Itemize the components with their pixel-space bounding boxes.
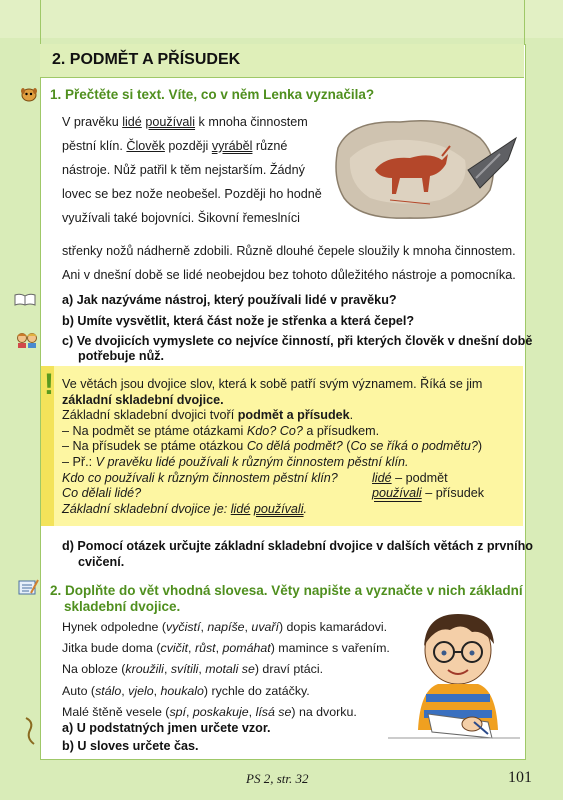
predicate-word: vyráběl xyxy=(211,139,253,153)
verb-option: kroužili xyxy=(125,662,164,677)
cave-painting-stone-image xyxy=(330,108,520,226)
text-fragment: ) mamince s vařením. xyxy=(270,641,390,656)
text-fragment: Jitka bude doma ( xyxy=(62,641,161,656)
boy-writing-image xyxy=(388,610,520,748)
rule-line-1: Ve větách jsou dvojice slov, která k sobě patří svým významem. Říká se jim xyxy=(62,377,483,391)
sentence-2 xyxy=(62,638,390,659)
book-icon xyxy=(14,292,36,306)
text-line-4: lovec se bez nože neobešel. Později ho hodně xyxy=(62,187,322,201)
text-line-6: střenky nožů nádherně zdobili. Různě dlouhé čepele sloužily k mnoha činnostem. xyxy=(62,244,516,258)
text-line-7: Ani v dnešní době se lidé neobejdou bez tohoto důležitého nástroje a pomocníka. xyxy=(62,268,516,282)
verb-option: motali se xyxy=(205,662,255,677)
task2-heading-line1: 2. Doplňte do vět vhodná slovesa. Věty napište a vyznačte v nich základní xyxy=(50,583,523,598)
text-fragment: – Na přísudek se ptáme otázkou xyxy=(62,439,247,454)
dog-icon xyxy=(20,86,38,102)
rule-answer-subject xyxy=(372,471,448,487)
subject-word: lidé xyxy=(122,115,142,129)
text-line-1 xyxy=(62,110,332,134)
question-c-line2: potřebuje nůž. xyxy=(78,349,165,363)
workbook-reference: PS 2, str. 32 xyxy=(246,771,309,786)
text-fragment: ) draví ptáci. xyxy=(254,662,324,677)
sentence-3 xyxy=(62,659,390,680)
text-fragment: Základní skladební dvojici tvoří xyxy=(62,408,238,423)
text-fragment: , xyxy=(200,620,208,634)
rule-line-5 xyxy=(62,439,517,455)
task2-heading-line2: skladební dvojice. xyxy=(64,599,181,614)
verb-option: vjelo xyxy=(128,683,154,698)
rule-answer-predicate xyxy=(372,486,484,502)
text-line-3: nástroje. Nůž patřil k těm nejstarším. Žádný xyxy=(62,163,305,177)
text-fragment: k mnoha činnostem xyxy=(195,115,308,129)
text-fragment: , xyxy=(153,683,161,698)
page-number: 101 xyxy=(508,769,532,786)
verb-option: pomáhat xyxy=(222,641,271,656)
verb-option: uvaří xyxy=(251,620,279,634)
text-fragment: později xyxy=(164,139,212,153)
text-fragment: Základní skladební dvojice je: xyxy=(62,501,231,516)
rule-line-7: Kdo co používali k různým činnostem pěstní klín? xyxy=(62,470,338,485)
text-fragment: , xyxy=(198,662,206,677)
verb-option: poskakuje xyxy=(192,704,249,719)
text-fragment: , xyxy=(188,641,195,656)
text-fragment: Co dělá podmět? xyxy=(246,439,343,454)
verb-option: stálo xyxy=(95,683,122,698)
text-fragment: pěstní klín. xyxy=(62,139,127,153)
sentence-4 xyxy=(62,681,390,702)
verb-option: svítili xyxy=(170,662,199,677)
predicate-word: používali xyxy=(372,486,422,501)
text-fragment: Auto ( xyxy=(62,683,96,698)
task2-question-b: b) U sloves určete čas. xyxy=(62,739,199,753)
predicate-word: používali xyxy=(253,501,304,516)
pencil-icon xyxy=(22,716,38,746)
text-fragment: V pravěku xyxy=(62,115,123,129)
text-fragment: . xyxy=(303,501,308,516)
verb-option: napíše xyxy=(207,620,245,634)
text-fragment: ) na dvorku. xyxy=(291,704,357,719)
rule-line-4 xyxy=(62,424,517,440)
text-fragment: – podmět xyxy=(391,470,448,485)
top-strip xyxy=(0,0,563,38)
text-fragment: , xyxy=(215,641,223,656)
text-fragment: ) dopis kamarádovi. xyxy=(278,620,388,634)
subject-word: lidé xyxy=(230,501,251,516)
rule-line-8: Co dělali lidé? xyxy=(62,486,142,501)
verb-option: vyčistí xyxy=(166,620,201,634)
text-fragment: ) xyxy=(477,439,483,454)
text-fragment: podmět a přísudek xyxy=(237,408,350,423)
margin-line-right xyxy=(524,0,525,44)
text-fragment: – Na podmět se ptáme otázkami xyxy=(62,423,247,438)
question-b: b) Umíte vysvětlit, která část nože je střenka a která čepel? xyxy=(62,314,415,328)
notepad-icon xyxy=(17,578,39,596)
rule-line-2: základní skladební dvojice. xyxy=(62,392,224,407)
verb-option: cvičit xyxy=(160,641,189,656)
rule-line-3 xyxy=(62,408,517,424)
text-fragment: různé xyxy=(252,139,288,153)
subject-word: Člověk xyxy=(126,139,165,153)
margin-line-left xyxy=(40,0,41,44)
exclamation-icon: ! xyxy=(44,368,54,401)
predicate-word: používali xyxy=(145,115,196,129)
verb-option: houkalo xyxy=(160,683,204,698)
text-line-2 xyxy=(62,134,332,158)
verb-option: spí xyxy=(169,704,186,719)
text-fragment: Na obloze ( xyxy=(62,662,126,677)
question-d-line2: cvičení. xyxy=(78,555,125,569)
text-fragment: , xyxy=(248,704,256,719)
section-header xyxy=(40,44,524,78)
text-fragment: Malé štěně vesele ( xyxy=(62,704,170,719)
text-fragment: Hynek odpoledne ( xyxy=(62,620,167,634)
rule-line-9 xyxy=(62,502,517,518)
text-fragment: Kdo? Co? xyxy=(246,423,303,438)
text-fragment: . xyxy=(349,408,354,423)
text-fragment: Co se říká o podmětu? xyxy=(350,439,478,454)
rule-line-6 xyxy=(62,455,517,471)
text-fragment: V pravěku lidé používali k různým činnostem pěstní klín. xyxy=(95,454,409,469)
task2-question-a: a) U podstatných jmen určete vzor. xyxy=(62,721,271,735)
task2-sentences xyxy=(62,617,390,723)
verb-option: růst xyxy=(194,641,216,656)
text-fragment: a přísudkem. xyxy=(302,423,380,438)
text-fragment: , xyxy=(185,704,193,719)
text-line-5: využívali také bojovníci. Šikovní řemeslníci xyxy=(62,211,300,225)
sentence-1 xyxy=(62,617,390,638)
text-fragment: ( xyxy=(342,439,351,454)
task1-text xyxy=(62,110,332,230)
subject-word: lidé xyxy=(372,470,392,485)
text-fragment: ) rychle do zatáčky. xyxy=(203,683,310,698)
text-fragment: , xyxy=(121,683,129,698)
verb-option: lísá se xyxy=(255,704,292,719)
question-c-line1: c) Ve dvojicích vymyslete co nejvíce činností, při kterých člověk v dnešní době xyxy=(62,334,533,348)
text-fragment: – přísudek xyxy=(421,486,485,501)
text-fragment: , xyxy=(163,662,171,677)
text-fragment: – Př.: xyxy=(62,454,96,469)
question-a: a) Jak nazýváme nástroj, který používali lidé v pravěku? xyxy=(62,293,397,307)
text-fragment: , xyxy=(244,620,252,634)
task1-heading: 1. Přečtěte si text. Víte, co v něm Lenka vyznačila? xyxy=(50,87,375,102)
pair-icon xyxy=(15,332,39,348)
question-d-line1: d) Pomocí otázek určujte základní skladební dvojice v dalších větách z prvního xyxy=(62,539,533,553)
section-title: 2. PODMĚT A PŘÍSUDEK xyxy=(52,51,241,68)
